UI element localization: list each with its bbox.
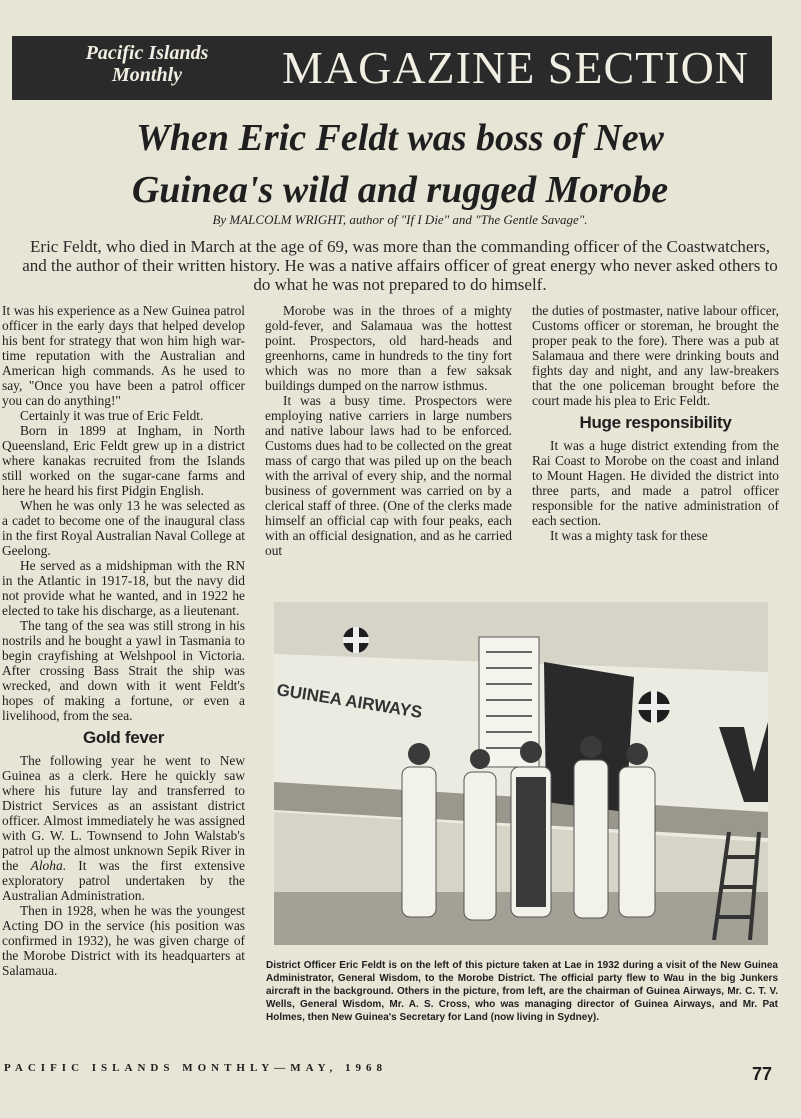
paragraph: It was a busy time. Prospectors were employing native carriers in large numbers and native labour laws had to be enforced. Customs dues had to be collected on the great mass of cargo that was piled up on the beach with the arrival of every ship, and the normal business of government was carried on by a clerical staff of three. (One of the clerks made himself an official cap with four peaks, each with an official designation, and as he carried out bbox=[265, 393, 512, 558]
masthead-logo-line1: Pacific Islands bbox=[85, 42, 209, 64]
paragraph: It was a mighty task for these bbox=[550, 528, 708, 543]
subheading-gold-fever: Gold fever bbox=[82, 728, 165, 747]
paragraph: He served as a midshipman with the RN in the Atlantic in 1917-18, but the navy did not provide what he wanted, and in 1922 he elected to take his discharge, as a lieutenant. bbox=[2, 558, 245, 618]
paragraph: The tang of the sea was still strong in his nostrils and he bought a yawl in Tasmania to begin crayfishing at Welshpool in Victoria. After crossing Bass Strait the ship was wrecked, and down with it went Feldt's hopes of making a fortune, or even a livelihood, from the sea. bbox=[2, 618, 245, 723]
headline-line-1: When Eric Feldt was boss of New bbox=[136, 117, 664, 159]
historic-photo bbox=[274, 602, 768, 945]
photo-illustration bbox=[274, 602, 768, 945]
masthead-logo bbox=[52, 42, 242, 86]
paragraph: Born in 1899 at Ingham, in North Queensland, Eric Feldt grew up in a district where kanakas recruited from the Islands still worked on the sugar-cane farms and here he heard his first Pidgin English. bbox=[2, 423, 245, 498]
paragraph: Morobe was in the throes of a mighty gold-fever, and Salamaua was the hottest point. Prospectors, old hard-heads and greenhorns, came in hundreds to the tiny fort which was no more than a few saksak buildings dumped on the narrow isthmus. bbox=[265, 303, 512, 393]
ship-name: Aloha bbox=[30, 858, 63, 873]
standfirst: Eric Feldt, who died in March at the age of 69, was more than the commanding officer of the Coastwatchers, and the author of their written history. He was a native affairs officer of great energy who never asked others to do what he was not prepared to do himself. bbox=[22, 237, 778, 294]
article-headline bbox=[20, 112, 780, 216]
paragraph: It was a huge district extending from the Rai Coast to Morobe on the coast and inland to Mount Hagen. He divided the district into three parts, and made a patrol officer responsible for the native administration of each section. bbox=[532, 438, 779, 528]
photo-caption: District Officer Eric Feldt is on the left of this picture taken at Lae in 1932 during a visit of the New Guinea Administrator, General Wisdom, to the Morobe District. The official party flew to Wau in the big Junkers aircraft in the background. Others in the picture, from left, are the chairman of Guinea Airways, Mr. C. T. V. Wells, General Wisdom, Mr. A. S. Cross, who was managing director of Guinea Airways, and Mr. Pat Holmes, then New Guinea's Secretary for Land (now living in Sydney). bbox=[266, 960, 778, 1023]
paragraph: Then in 1928, when he was the youngest Acting DO in the service (his position was confirmed in 1932), he was given charge of the Morobe District with its headquarters at Salamaua. bbox=[2, 903, 245, 978]
column-3 bbox=[532, 303, 779, 585]
page-number: 77 bbox=[752, 1064, 773, 1084]
section-title: MAGAZINE SECTION bbox=[282, 42, 750, 93]
paragraph bbox=[2, 753, 245, 903]
subheading-huge-responsibility: Huge responsibility bbox=[579, 413, 732, 432]
footer-publication: PACIFIC ISLANDS MONTHLY—MAY, 1968 bbox=[4, 1062, 387, 1074]
paragraph: When he was only 13 he was selected as a cadet to become one of the inaugural class in the first Royal Australian Naval College at Geelong. bbox=[2, 498, 245, 558]
masthead bbox=[12, 36, 772, 100]
column-1 bbox=[2, 303, 245, 978]
text-run: The following year he went to New Guinea as a clerk. Here he quickly saw where his future lay and transferred to District Services as an assistant district officer. Almost immediately he was assigned with G. W. L. Townsend to John Walstab's patrol up the almost unknown Sepik River in the bbox=[2, 753, 245, 873]
paragraph: the duties of postmaster, native labour officer, Customs officer or storeman, he brought the proper peak to the fore). There was a pub at Salamaua and there were drinking bouts and fights day and night, and any law-breakers that the one policeman brought before the court made his plea to Eric Feldt. bbox=[532, 303, 779, 408]
masthead-logo-line2: Monthly bbox=[111, 64, 183, 86]
byline: By MALCOLM WRIGHT, author of "If I Die" and "The Gentle Savage". bbox=[212, 212, 588, 227]
paragraph: It was his experience as a New Guinea patrol officer in the early days that helped develop his bent for strategy that won him high war-time reputation with the Australian and American high commands. As he used to say, "Once you have been a patrol officer you can do anything!" bbox=[2, 303, 245, 408]
paragraph: Certainly it was true of Eric Feldt. bbox=[20, 408, 204, 423]
headline-line-2: Guinea's wild and rugged Morobe bbox=[131, 169, 669, 211]
fuselage-lettering: GUINEA AIRWAYS bbox=[275, 680, 424, 722]
column-2 bbox=[265, 303, 512, 585]
text-run: . It was the first extensive exploratory patrol undertaken by the Australian Administration. bbox=[2, 858, 245, 903]
